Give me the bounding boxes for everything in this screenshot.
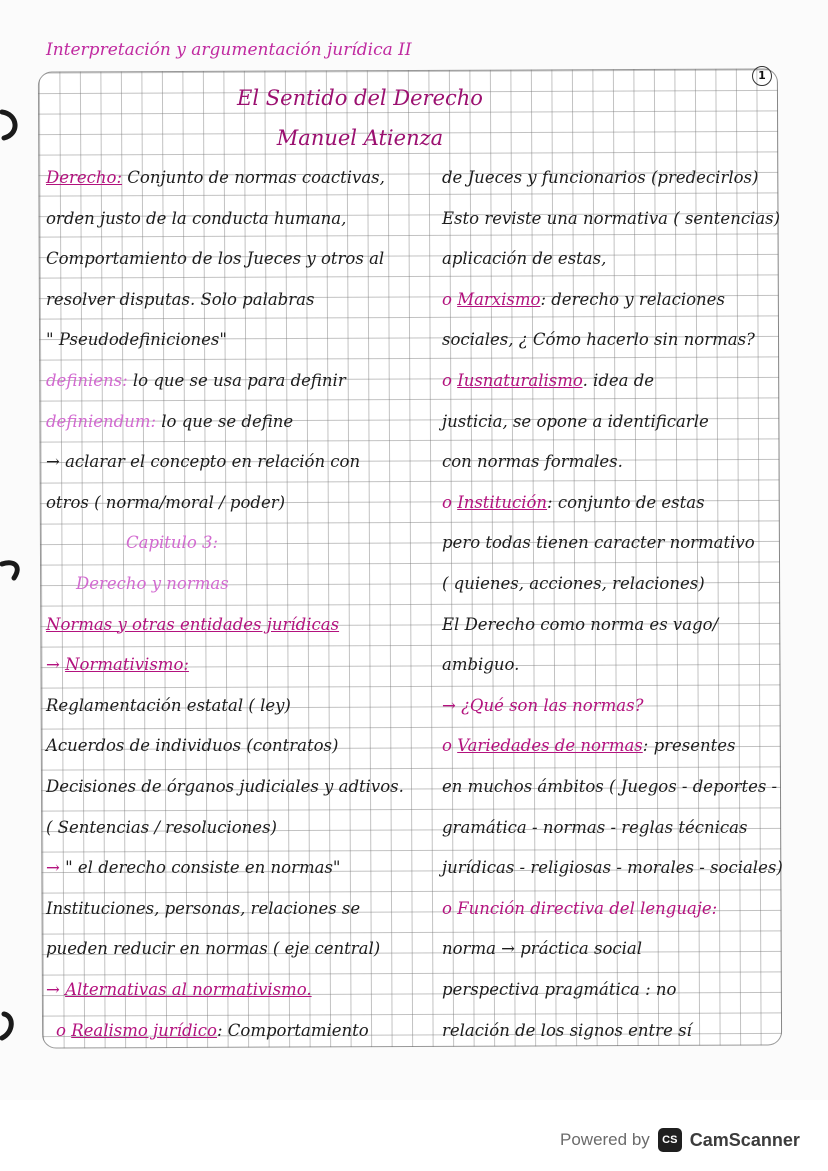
camscanner-watermark bbox=[560, 1120, 820, 1160]
note-line bbox=[46, 929, 380, 969]
note-line bbox=[442, 483, 705, 523]
note-text: Derecho y normas bbox=[76, 574, 229, 593]
note-text: : Comportamiento bbox=[216, 1020, 369, 1040]
note-text: o bbox=[442, 736, 458, 756]
note-text: Alternativas al normativismo. bbox=[65, 980, 312, 999]
note-text: relación de los signos entre sí bbox=[442, 1020, 692, 1040]
note-line bbox=[46, 199, 346, 239]
note-text: Capitulo 3: bbox=[126, 533, 219, 553]
note-text: Acuerdos de individuos (contratos) bbox=[46, 736, 339, 756]
note-text: Comportamiento de los Jueces y otros al bbox=[46, 249, 385, 269]
note-text: gramática - normas - reglas técnicas bbox=[442, 817, 748, 837]
note-line bbox=[442, 523, 755, 563]
note-line bbox=[46, 564, 229, 604]
note-line bbox=[442, 970, 677, 1010]
note-line bbox=[442, 929, 642, 969]
note-text: Iusnaturalismo bbox=[457, 371, 583, 390]
document-title: El Sentido del Derecho bbox=[237, 86, 483, 110]
note-line bbox=[46, 239, 384, 279]
note-line bbox=[442, 889, 717, 929]
note-text: aplicación de estas, bbox=[442, 249, 607, 269]
note-text: Reglamentación estatal ( ley) bbox=[46, 695, 291, 715]
note-text: : conjunto de estas bbox=[547, 492, 705, 512]
note-text: : derecho y relaciones bbox=[540, 289, 725, 309]
note-line bbox=[46, 605, 339, 645]
note-text: o Función directiva del lenguaje: bbox=[442, 898, 718, 918]
note-line bbox=[46, 645, 189, 685]
note-line bbox=[442, 158, 758, 198]
note-line bbox=[442, 442, 623, 482]
note-text: Marxismo bbox=[457, 289, 541, 309]
note-text: Realismo jurídico bbox=[71, 1020, 217, 1040]
note-line bbox=[46, 158, 385, 198]
note-text: Derecho: bbox=[46, 168, 123, 187]
note-line bbox=[46, 808, 277, 848]
note-line bbox=[46, 402, 293, 442]
note-line bbox=[46, 889, 360, 929]
note-text: Decisiones de órganos judiciales y adtivos. bbox=[46, 777, 404, 796]
note-line bbox=[442, 361, 654, 401]
note-text: Institución bbox=[457, 492, 548, 512]
note-line bbox=[46, 686, 291, 726]
camscanner-logo-icon: CS bbox=[658, 1128, 682, 1152]
note-line bbox=[46, 1011, 369, 1051]
note-line bbox=[442, 848, 783, 888]
note-line bbox=[442, 280, 725, 320]
note-line bbox=[46, 726, 338, 766]
binder-ring-icon bbox=[0, 556, 26, 590]
note-line bbox=[46, 442, 360, 482]
note-text: o bbox=[442, 371, 458, 390]
note-text: lo que se usa para definir bbox=[127, 371, 346, 390]
note-line bbox=[46, 523, 218, 563]
note-line bbox=[46, 483, 285, 523]
note-text: " el derecho consiste en normas" bbox=[65, 858, 341, 878]
note-text: con normas formales. bbox=[442, 452, 623, 472]
note-text: pero todas tienen caracter normativo bbox=[442, 533, 755, 553]
note-text: ( quienes, acciones, relaciones) bbox=[442, 574, 705, 593]
note-line bbox=[46, 767, 404, 807]
note-text: → bbox=[46, 980, 66, 999]
note-text: sociales, ¿ Cómo hacerlo sin normas? bbox=[442, 330, 755, 350]
note-line bbox=[442, 1011, 692, 1051]
note-text: orden justo de la conducta humana, bbox=[46, 208, 347, 228]
note-line bbox=[442, 320, 755, 360]
note-text: Normativismo: bbox=[65, 655, 189, 675]
note-text: → bbox=[46, 858, 66, 878]
note-line bbox=[442, 199, 780, 239]
note-text: Variedades de normas bbox=[457, 736, 643, 756]
note-line bbox=[46, 970, 312, 1010]
note-line bbox=[442, 239, 606, 279]
note-text: otros ( norma/moral / poder) bbox=[46, 492, 286, 512]
course-title: Interpretación y argumentación jurídica II bbox=[46, 40, 412, 60]
note-text: resolver disputas. Solo palabras bbox=[46, 289, 315, 309]
note-line bbox=[442, 767, 777, 807]
note-text: justicia, se opone a identificarle bbox=[442, 411, 709, 431]
note-line bbox=[442, 605, 718, 645]
note-line bbox=[442, 726, 736, 766]
note-line bbox=[442, 564, 705, 604]
note-text: jurídicas - religiosas - morales - sociales) bbox=[442, 858, 783, 878]
note-line bbox=[442, 808, 747, 848]
note-text: norma → práctica social bbox=[442, 939, 643, 959]
note-line bbox=[442, 686, 643, 726]
note-text: o bbox=[56, 1020, 72, 1040]
note-text: pueden reducir en normas ( eje central) bbox=[46, 939, 381, 959]
note-text: Conjunto de normas coactivas, bbox=[122, 168, 385, 187]
note-text: → ¿Qué son las normas? bbox=[442, 695, 644, 715]
note-text: → aclarar el concepto en relación con bbox=[46, 452, 361, 472]
note-text: definiens: bbox=[46, 371, 128, 390]
note-text: o bbox=[442, 289, 458, 309]
note-line bbox=[46, 320, 227, 360]
note-text: " Pseudodefiniciones" bbox=[46, 330, 227, 350]
camscanner-brand: CamScanner bbox=[689, 1129, 800, 1150]
note-line bbox=[46, 361, 346, 401]
note-text: . idea de bbox=[582, 371, 655, 390]
note-text: definiendum: bbox=[46, 411, 157, 431]
note-text: Instituciones, personas, relaciones se bbox=[46, 898, 361, 918]
note-text: en muchos ámbitos ( Juegos - deportes - bbox=[442, 777, 778, 796]
note-text: o bbox=[442, 492, 458, 512]
note-text: ( Sentencias / resoluciones) bbox=[46, 817, 277, 837]
note-line bbox=[442, 645, 519, 685]
note-text: → bbox=[46, 655, 66, 675]
binder-ring-icon bbox=[0, 108, 26, 142]
note-text: perspectiva pragmática : no bbox=[442, 980, 677, 999]
note-line bbox=[46, 280, 314, 320]
document-author: Manuel Atienza bbox=[276, 126, 444, 150]
note-text: ambiguo. bbox=[442, 655, 520, 675]
note-text: de Jueces y funcionarios (predecirlos) bbox=[442, 168, 759, 187]
page-number: 1 bbox=[752, 66, 772, 86]
note-text: lo que se define bbox=[156, 411, 294, 431]
note-text: Esto reviste una normativa ( sentencias) bbox=[442, 208, 781, 228]
note-line bbox=[442, 402, 709, 442]
note-text: Normas y otras entidades jurídicas bbox=[46, 614, 340, 634]
note-text: El Derecho como norma es vago/ bbox=[442, 614, 719, 634]
note-line bbox=[46, 848, 341, 888]
powered-by-label: Powered by bbox=[560, 1130, 650, 1149]
binder-ring-icon bbox=[0, 1008, 26, 1042]
note-text: : presentes bbox=[642, 736, 736, 756]
